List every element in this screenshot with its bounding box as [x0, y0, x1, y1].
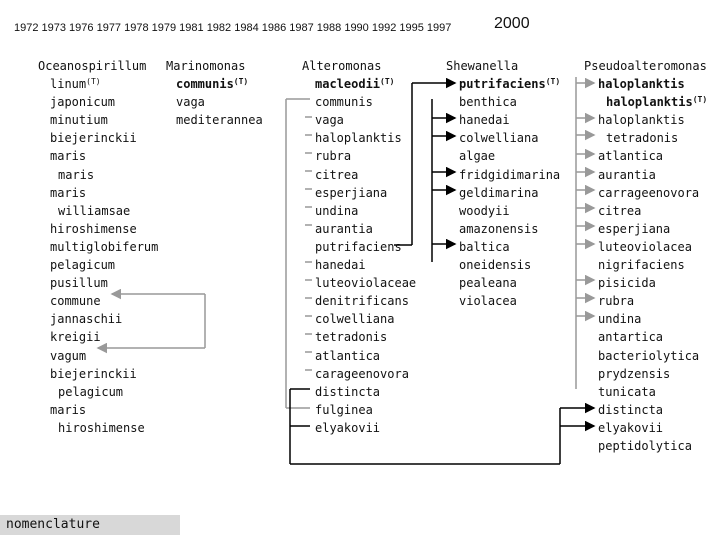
species-tunicata: tunicata [598, 384, 656, 399]
species-tetradonis: tetradonis [606, 131, 679, 146]
species-pealeana: pealeana [459, 276, 517, 291]
species-multiglobiferum: multiglobiferum [50, 239, 159, 254]
species-violacea: violacea [459, 294, 517, 309]
species-haloplanktis: haloplanktis [598, 113, 685, 128]
species-bacteriolytica: bacteriolytica [598, 348, 700, 363]
species-oneidensis: oneidensis [459, 258, 532, 273]
arrows-to-oceanospirillum [98, 294, 205, 348]
species-maris: maris [50, 149, 87, 164]
species-biejerinckii: biejerinckii [50, 366, 137, 381]
species-prydzensis: prydzensis [598, 366, 671, 381]
species-woodyii: woodyii [459, 203, 510, 218]
species-colwelliana: colwelliana [459, 131, 539, 146]
species-hanedai: hanedai [459, 113, 510, 128]
species-putrifaciens: putrifaciens$^{(T)}$ [459, 77, 561, 92]
species-biejerinckii: biejerinckii [50, 131, 137, 146]
species-benthica: benthica [459, 95, 517, 110]
species-maris: maris [50, 402, 87, 417]
genus-alteromonas: Alteromonas [302, 59, 382, 73]
species-pisicida: pisicida [598, 276, 656, 291]
species-hiroshimense: hiroshimense [50, 221, 137, 236]
species-fridgidimarina: fridgidimarina [459, 167, 561, 182]
arrows-to-shewanella [394, 83, 455, 262]
species-carageenovora: carageenovora [315, 366, 409, 381]
species-nigrifaciens: nigrifaciens [598, 258, 685, 273]
genus-pseudoalteromonas: Pseudoalteromonas [584, 59, 707, 73]
species-mediterannea: mediterannea [176, 113, 263, 128]
species-citrea: citrea [315, 167, 359, 182]
species-elyakovii: elyakovii [315, 420, 381, 435]
species-linum: linum$^{(T)}$ [50, 77, 101, 92]
genus-shewanella: Shewanella [446, 59, 519, 73]
species-fulginea: fulginea [315, 402, 373, 417]
arrows-distincta-elyakovii [290, 389, 594, 464]
species-antartica: antartica [598, 330, 664, 345]
species-japonicum: japonicum [50, 95, 116, 110]
species-haloplanktis: haloplanktis [598, 77, 685, 92]
species-aurantia: aurantia [598, 167, 656, 182]
species-rubra: rubra [315, 149, 352, 164]
species-citrea: citrea [598, 203, 642, 218]
species-atlantica: atlantica [315, 348, 381, 363]
species-jannaschii: jannaschii [50, 312, 123, 327]
species-kreigii: kreigii [50, 330, 101, 345]
species-luteoviolaceae: luteoviolaceae [315, 276, 417, 291]
species-commune: commune [50, 294, 101, 309]
arrows-to-pseudoalteromonas [286, 77, 594, 408]
species-pelagicum: pelagicum [50, 258, 116, 273]
species-vaga: vaga [315, 113, 344, 128]
species-vagum: vagum [50, 348, 87, 363]
years-timeline: 1972 1973 1976 1977 1978 1979 1981 1982 1984 1986 1987 1988 1990 1992 1995 1997 [14, 22, 452, 34]
species-geldimarina: geldimarina [459, 185, 539, 200]
species-putrifaciens: putrifaciens [315, 239, 402, 254]
species-hiroshimense: hiroshimense [58, 420, 145, 435]
species-hanedai: hanedai [315, 258, 366, 273]
species-algae: algae [459, 149, 496, 164]
species-denitrificans: denitrificans [315, 294, 409, 309]
species-elyakovii: elyakovii [598, 420, 664, 435]
species-maris: maris [58, 167, 95, 182]
species-undina: undina [598, 312, 642, 327]
species-macleodii: macleodii$^{(T)}$ [315, 77, 395, 92]
species-minutium: minutium [50, 113, 108, 128]
species-distincta: distincta [315, 384, 381, 399]
species-atlantica: atlantica [598, 149, 664, 164]
species-rubra: rubra [598, 294, 635, 309]
species-communis: communis$^{(T)}$ [176, 77, 249, 92]
species-pelagicum: pelagicum [58, 384, 124, 399]
species-haloplanktis: haloplanktis [315, 131, 402, 146]
species-carrageenovora: carrageenovora [598, 185, 700, 200]
genus-oceanospirillum: Oceanospirillum [38, 59, 147, 73]
species-esperjiana: esperjiana [315, 185, 388, 200]
species-distincta: distincta [598, 402, 664, 417]
species-communis: communis [315, 95, 373, 110]
species-pusillum: pusillum [50, 276, 108, 291]
species-undina: undina [315, 203, 359, 218]
species-esperjiana: esperjiana [598, 221, 671, 236]
species-colwelliana: colwelliana [315, 312, 395, 327]
species-baltica: baltica [459, 239, 510, 254]
species-amazonensis: amazonensis [459, 221, 539, 236]
genus-marinomonas: Marinomonas [166, 59, 246, 73]
species-aurantia: aurantia [315, 221, 373, 236]
year-2000: 2000 [494, 15, 530, 32]
species-vaga: vaga [176, 95, 205, 110]
species-williamsae: williamsae [58, 203, 131, 218]
nomenclature-label: nomenclature [0, 515, 180, 535]
species-luteoviolacea: luteoviolacea [598, 239, 692, 254]
species-haloplanktis: haloplanktis$^{(T)}$ [606, 95, 708, 110]
species-maris: maris [50, 185, 87, 200]
species-peptidolytica: peptidolytica [598, 438, 692, 453]
species-tetradonis: tetradonis [315, 330, 388, 345]
